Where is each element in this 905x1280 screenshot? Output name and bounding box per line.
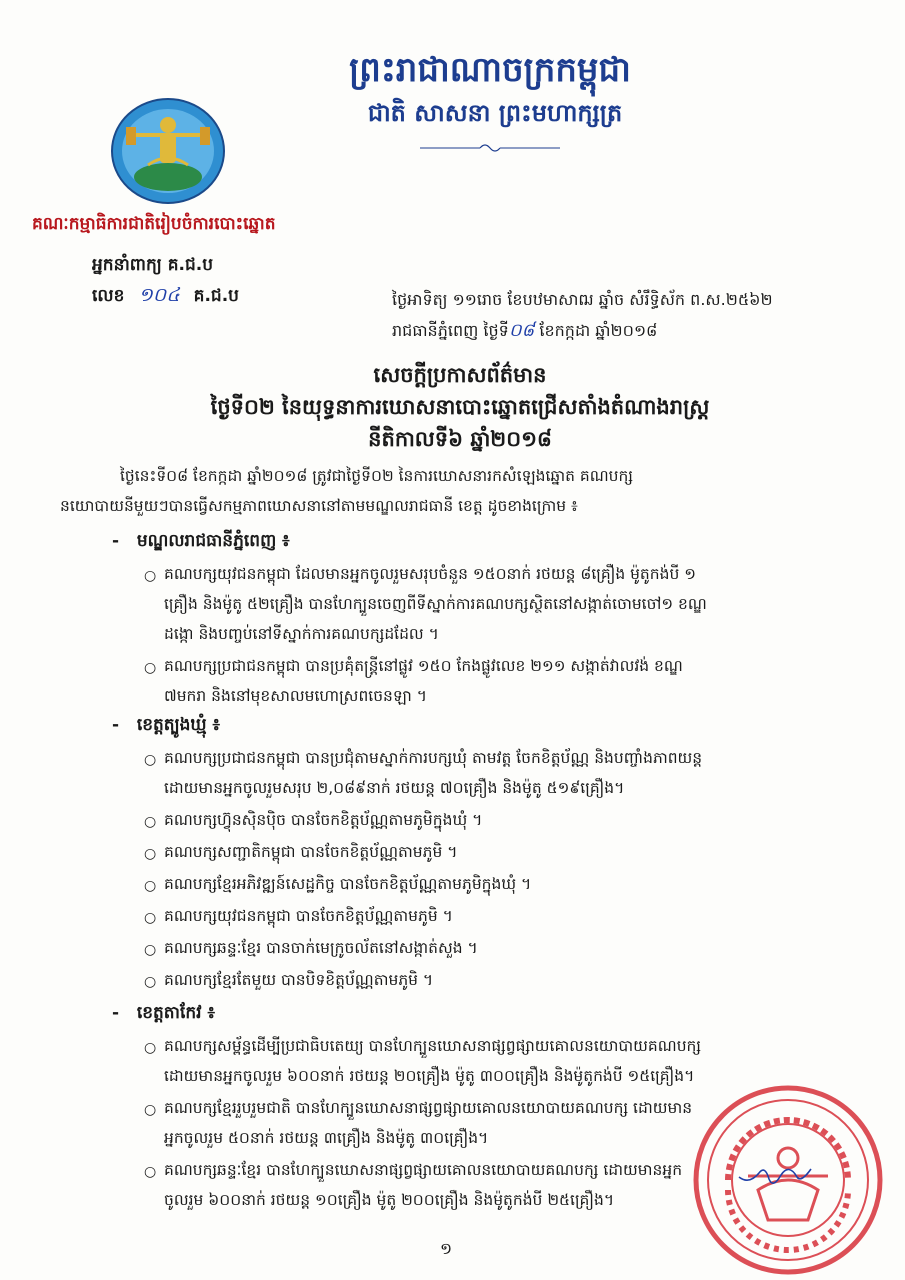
bullet-icon: ○ [144, 660, 157, 676]
bullet-icon: ○ [144, 1040, 157, 1056]
reference-suffix: គ.ជ.ប [193, 286, 239, 306]
list-item: គណបក្សឆន្ទៈខ្មែរ បានចាក់មេក្រូចល័តនៅសង្កាត់សួង ។ [164, 939, 478, 957]
bullet-icon: ○ [144, 878, 157, 894]
reference-line [92, 283, 239, 311]
list-item: គណបក្សខ្មែរតែមួយ បានបិទខិត្តប័ណ្ណតាមភូមិ ។ [164, 971, 434, 989]
spokesperson-label: អ្នកនាំពាក្យ គ.ជ.ប [92, 255, 214, 275]
page-number: ១ [440, 1239, 453, 1258]
intro-line-1: ថ្ងៃនេះទី០៨ ខែកក្កដា ឆ្នាំ២០១៨ ត្រូវជាថ្ងៃទី០២ នៃការឃោសនារកសំឡេងឆ្នោត គណបក្ស [120, 467, 633, 485]
bullet-icon: ○ [144, 910, 157, 926]
bullet-icon: ○ [144, 974, 157, 990]
list-item-cont: ដង្កោ និងបញ្ចប់នៅទីស្នាក់ការគណបក្សដដែល ។ [164, 625, 439, 643]
reference-label: លេខ [92, 286, 125, 306]
list-item: គណបក្សប្រជាជនកម្ពុជា បានប្រគុំតន្ត្រីនៅផ្លូវ ១៥០ កែងផ្លូវលេខ ២១១ សង្កាត់វាលវង់ ខណ្ឌ [164, 657, 683, 675]
date-month-year: ខែកក្កដា ឆ្នាំ២០១៨ [539, 321, 658, 340]
list-item-cont: អ្នកចូលរួម ៥០នាក់ រថយន្ត ៣គ្រឿង និងម៉ូតូ ៣០គ្រឿង។ [164, 1129, 489, 1147]
place-prefix: រាជធានីភ្នំពេញ ថ្ងៃទី [392, 321, 509, 340]
list-item-cont: ៧មករា និងនៅមុខសាលមហោស្រពចេនឡា ។ [164, 687, 427, 705]
bullet-icon: ○ [144, 846, 157, 862]
list-item-cont: ដោយមានអ្នកចូលរួមសរុប ២,០៨៩នាក់ រថយន្ត ៧០គ្រឿង និងម៉ូតូ ៥១៩គ្រឿង។ [164, 779, 625, 797]
organization-name: គណៈកម្មាធិការជាតិរៀបចំការបោះឆ្នោត [32, 214, 276, 234]
list-item: គណបក្សខ្មែរអភិវឌ្ឍន៍សេដ្ឋកិច្ច បានចែកខិត្តប័ណ្ណតាមភូមិក្នុងឃុំ ។ [164, 875, 532, 893]
list-item: គណបក្សហ៊្វុនស៊ិនប៉ិច បានចែកខិត្តប័ណ្ណតាមភូមិក្នុងឃុំ ។ [164, 811, 483, 829]
bullet-icon: ○ [144, 814, 157, 830]
national-motto: ជាតិ សាសនា ព្រះមហាក្សត្រ [367, 99, 623, 127]
ornament-divider [420, 142, 560, 154]
section-heading-tbong-khmum: - ខេត្តត្បូងឃ្មុំ ៖ [112, 715, 221, 735]
bullet-icon: ○ [144, 752, 157, 768]
section-heading-takeo: - ខេត្តតាកែវ ៖ [112, 1003, 215, 1023]
list-item-cont: គ្រឿង និងម៉ូតូ ៥២គ្រឿង បានហែក្បួនចេញពីទីស្នាក់ការគណបក្សស្ថិតនៅសង្កាត់ចោមចៅ១ ខណ្ឌ [164, 595, 707, 613]
signature-icon [735, 1155, 815, 1195]
bullet-icon: ○ [144, 1164, 157, 1180]
document-title: សេចក្តីប្រកាសព័ត៌មាន [373, 363, 547, 387]
list-item: គណបក្សសម្ព័ន្ធដើម្បីប្រជាធិបតេយ្យ បានហែក្បួនឃោសនាផ្សព្វផ្សាយគោលនយោបាយគណបក្ស [164, 1037, 701, 1055]
bullet-icon: ○ [144, 942, 157, 958]
list-item: គណបក្សសញ្ជាតិកម្ពុជា បានចែកខិត្តប័ណ្ណតាមភូមិ ។ [164, 843, 458, 861]
document-subtitle-term: នីតិកាលទី៦ ឆ្នាំ២០១៨ [368, 427, 552, 451]
bullet-icon: ○ [144, 568, 157, 584]
lunar-date: ថ្ងៃអាទិត្យ ១១រោច ខែបឋមាសាឍ ឆ្នាំច សំរឹទ្ធិស័ក ព.ស.២៥៦២ [392, 290, 773, 309]
date-day: ០៨ [508, 320, 535, 341]
document-subtitle: ថ្ងៃទី០២ នៃយុទ្ធនាការឃោសនាបោះឆ្នោតជ្រើសតាំងតំណាងរាស្ត្រ [210, 395, 710, 419]
list-item: គណបក្សខ្មែររួបរួមជាតិ បានហែក្បួនឃោសនាផ្សព្វផ្សាយគោលនយោបាយគណបក្ស ដោយមាន [164, 1099, 693, 1117]
kingdom-title: ព្រះរាជាណាចក្រកម្ពុជា [349, 50, 631, 90]
section-heading-phnom-penh: - មណ្ឌលរាជធានីភ្នំពេញ ៖ [112, 531, 290, 551]
nec-emblem-icon [108, 95, 228, 207]
intro-line-2: នយោបាយនីមួយៗបានធ្វើសកម្មភាពឃោសនានៅតាមមណ្ឌលរាជធានី ខេត្ត ដូចខាងក្រោម ៖ [60, 497, 578, 515]
list-item: គណបក្សប្រជាជនកម្ពុជា បានប្រជុំតាមស្នាក់ការបក្សឃុំ តាមវត្ត ចែកខិត្តប័ណ្ណ និងបញ្ចាំងភាពយន្ត [164, 749, 703, 767]
list-item: គណបក្សយុវជនកម្ពុជា បានចែកខិត្តប័ណ្ណតាមភូមិ ។ [164, 907, 453, 925]
list-item: គណបក្សយុវជនកម្ពុជា ដែលមានអ្នកចូលរួមសរុបចំនួន ១៥០នាក់ រថយន្ត ៨គ្រឿង ម៉ូតូកង់បី ១ [164, 565, 696, 583]
list-item-cont: ដោយមានអ្នកចូលរួម ៦០០នាក់ រថយន្ត ២០គ្រឿង ម៉ូតូ ៣០០គ្រឿង និងម៉ូតូកង់បី ១៥គ្រឿង។ [164, 1067, 695, 1085]
reference-number: ១០៤ [138, 284, 180, 306]
list-item-cont: ចូលរួម ៦០០នាក់ រថយន្ត ១០គ្រឿង ម៉ូតូ ២០០គ្រឿង និងម៉ូតូកង់បី ២៥គ្រឿង។ [164, 1191, 615, 1209]
bullet-icon: ○ [144, 1102, 157, 1118]
place-date [392, 318, 657, 345]
list-item: គណបក្សឆន្ទៈខ្មែរ បានហែក្បួនឃោសនាផ្សព្វផ្សាយគោលនយោបាយគណបក្ស ដោយមានអ្នក [164, 1161, 683, 1179]
